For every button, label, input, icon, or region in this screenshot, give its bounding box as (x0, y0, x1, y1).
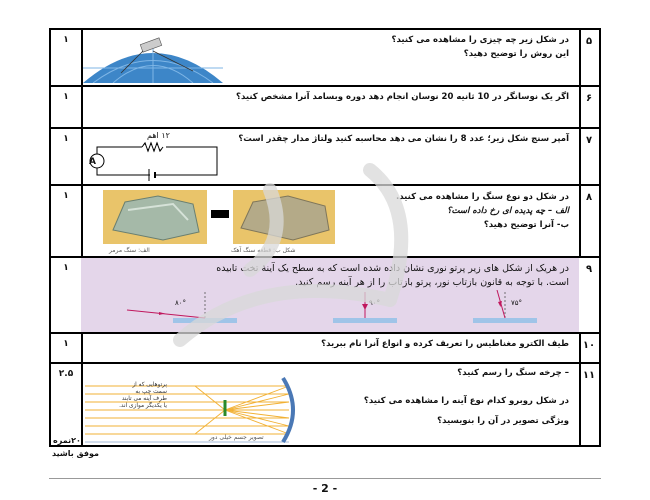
angle-label-1: ۸۰° (175, 299, 187, 307)
question-score: ۱ (63, 134, 69, 144)
question-score: ۱ (63, 35, 69, 45)
figure-caption-a: الف: سنگ مرمر (109, 247, 150, 254)
resistor-label: ۱۲ اهم (147, 131, 170, 140)
question-score: ۱ (63, 339, 69, 349)
figure-side-labels: پرتوهایی که از سمت چپ به طرف آینه می تابند یا یکدیگر موازی اند. (119, 382, 167, 409)
question-text: آمپر سنج شکل زیر؛ عدد 8 را نشان می دهد محاسبه کنید ولتاژ مدار چقدر است؟ (238, 134, 569, 144)
total-score: ۲۰نمره (53, 436, 81, 445)
question-number: ۹ (579, 258, 599, 332)
bottom-divider (49, 478, 601, 479)
question-row-6 (51, 87, 599, 129)
question-row-9 (51, 258, 599, 334)
question-row-11 (51, 364, 599, 449)
footer-note: موفق باشید (52, 449, 99, 458)
question-text: در هریک از شکل های زیر پرتو نوری نشان داده شده است که به سطح یک آینهٔ تخت تابیده است. با توجه به قانون بازتاب نور، پرتو بازتاب را از هر آینه رسم کنید. (216, 263, 569, 288)
question-text-part1: – چرخه سنگ را رسم کنید؟ (457, 368, 569, 378)
question-row-7 (51, 129, 599, 186)
mirror-2-icon (333, 318, 397, 323)
question-row-5 (51, 30, 599, 87)
angle-label-2: ۹۰° (369, 299, 381, 307)
question-number: ۱۰ (582, 340, 596, 351)
page-number: - 2 - (312, 482, 338, 495)
question-number: ۶ (585, 93, 593, 104)
question-text: طیف الکترو مغناطیس را تعریف کرده و انواع آنرا نام ببرید؟ (321, 339, 569, 349)
question-text: اگر یک نوسانگر در 10 ثانیه 20 نوسان انجام دهد دوره وبسامد آنرا مشخص کنید؟ (236, 92, 569, 102)
question-row-8 (51, 186, 599, 258)
angle-label-3: ۷۵° (511, 299, 523, 307)
exam-sheet (49, 28, 601, 447)
mirror-1-icon (173, 318, 237, 323)
question-row-10 (51, 334, 599, 364)
question-number: ۵ (585, 36, 593, 47)
mirror-3-icon (473, 318, 537, 323)
question-number: ۱۱ (582, 370, 596, 381)
figure-caption-b: شکل ب: قطعه سنگ آهک (231, 247, 296, 254)
question-score: ۱ (63, 92, 69, 102)
question-text: در شکل زیر چه چیزی را مشاهده می کنید؟ این روش را توضیح دهید؟ (391, 35, 569, 59)
question-text-part2: در شکل روبرو کدام نوع آینه را مشاهده می کنید؟ ویژگی تصویر در آن را بنویسید؟ (363, 396, 569, 426)
rocks-figure (103, 190, 335, 246)
ammeter-label: A (89, 157, 96, 167)
question-score: ۲.۵ (58, 369, 74, 379)
question-text: در شکل دو نوع سنگ را مشاهده می کنید. الف – چه پدیده ای رخ داده است؟ ب- آنرا توضیح دهید؟ (396, 192, 569, 230)
question-score: ۱ (63, 191, 69, 201)
question-score: ۱ (51, 258, 81, 332)
question-number: ۸ (585, 192, 593, 203)
question-number: ۷ (585, 135, 593, 146)
earth-satellite-figure (83, 33, 223, 83)
figure-caption: تصویر جسم خیلی دور (209, 434, 264, 441)
